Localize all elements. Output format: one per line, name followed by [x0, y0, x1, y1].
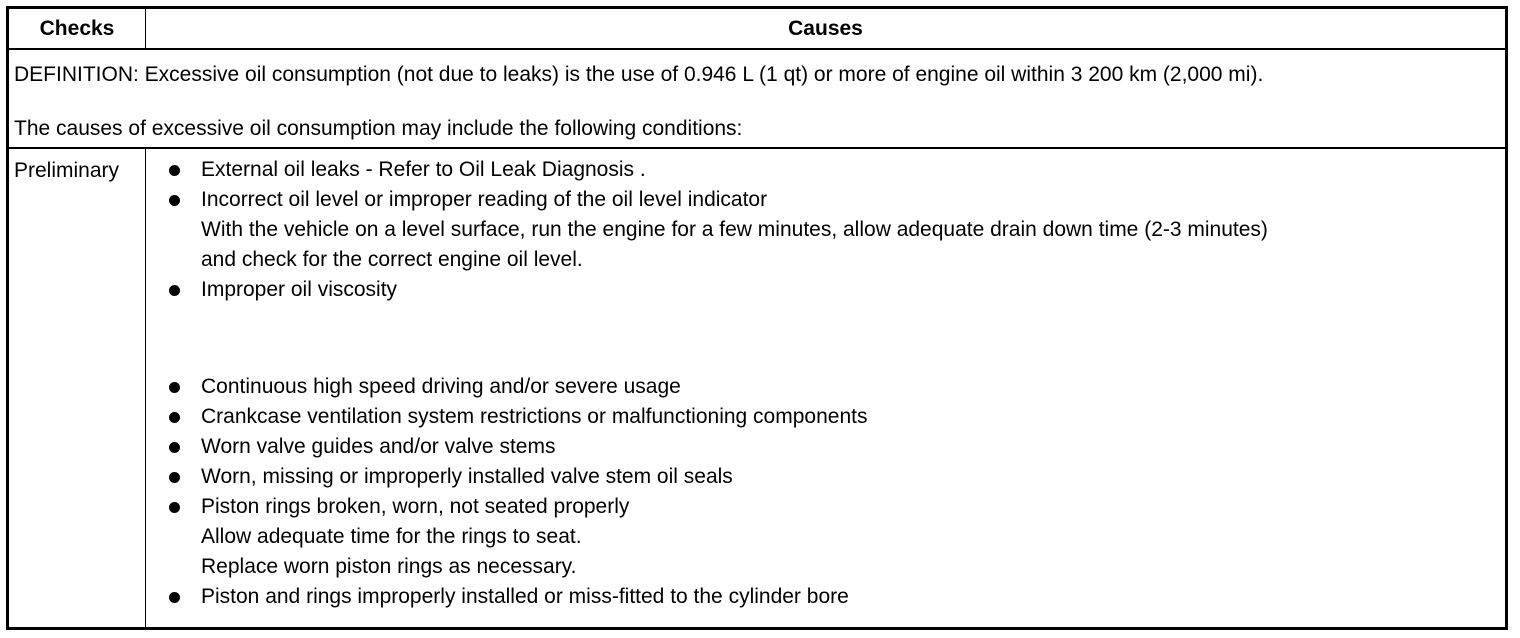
header-checks: Checks — [39, 17, 115, 40]
bullet-icon — [169, 382, 180, 393]
oil-consumption-table — [6, 6, 1508, 630]
definition-text: DEFINITION: Excessive oil consumption (not due to leaks) is the use of 0.946 L (1 qt) or more of engine oil within 3 200 km (2,000 mi). — [14, 63, 1264, 86]
bullet-icon — [169, 285, 180, 296]
cause-text: Continuous high speed driving and/or severe usage — [201, 375, 681, 398]
bullet-icon — [169, 502, 180, 513]
cause-detail-text: Replace worn piston rings as necessary. — [201, 555, 577, 578]
cause-detail-text: Allow adequate time for the rings to seat. — [201, 525, 582, 548]
definition-bottom-rule — [9, 147, 1505, 149]
causes-list-group-1 — [169, 155, 1268, 305]
cause-list-item — [169, 155, 1268, 185]
intro-text: The causes of excessive oil consumption may include the following conditions: — [14, 117, 743, 140]
cause-text: Incorrect oil level or improper reading of the oil level indicator — [201, 188, 768, 211]
header-causes: Causes — [788, 17, 863, 40]
bullet-icon — [169, 442, 180, 453]
header-column-divider — [145, 9, 146, 49]
bullet-icon — [169, 472, 180, 483]
bullet-icon — [169, 195, 180, 206]
cause-text: Crankcase ventilation system restrictions or malfunctioning components — [201, 405, 868, 428]
cause-list-item — [169, 582, 867, 612]
cause-list-item — [169, 402, 867, 432]
cause-text: Worn, missing or improperly installed valve stem oil seals — [201, 465, 733, 488]
cause-list-item — [169, 462, 867, 492]
cause-list-item — [169, 185, 1268, 275]
causes-list-group-2 — [169, 372, 867, 612]
bullet-icon — [169, 592, 180, 603]
bullet-icon — [169, 165, 180, 176]
bullet-icon — [169, 412, 180, 423]
cause-text: Improper oil viscosity — [201, 278, 398, 301]
body-column-divider — [145, 148, 146, 627]
header-bottom-rule — [9, 48, 1505, 50]
cause-text: Worn valve guides and/or valve stems — [201, 435, 556, 458]
check-label-preliminary: Preliminary — [14, 159, 120, 182]
cause-text: Piston and rings improperly installed or miss-fitted to the cylinder bore — [201, 585, 849, 608]
cause-detail-text: and check for the correct engine oil level. — [201, 248, 583, 271]
cause-list-item — [169, 432, 867, 462]
cause-text: External oil leaks - Refer to Oil Leak Diagnosis . — [201, 158, 646, 181]
cause-list-item — [169, 492, 867, 582]
cause-list-item — [169, 275, 1268, 305]
cause-list-item — [169, 372, 867, 402]
cause-detail-text: With the vehicle on a level surface, run the engine for a few minutes, allow adequate drain down time (2-3 minutes) — [201, 218, 1268, 241]
cause-text: Piston rings broken, worn, not seated properly — [201, 495, 630, 518]
